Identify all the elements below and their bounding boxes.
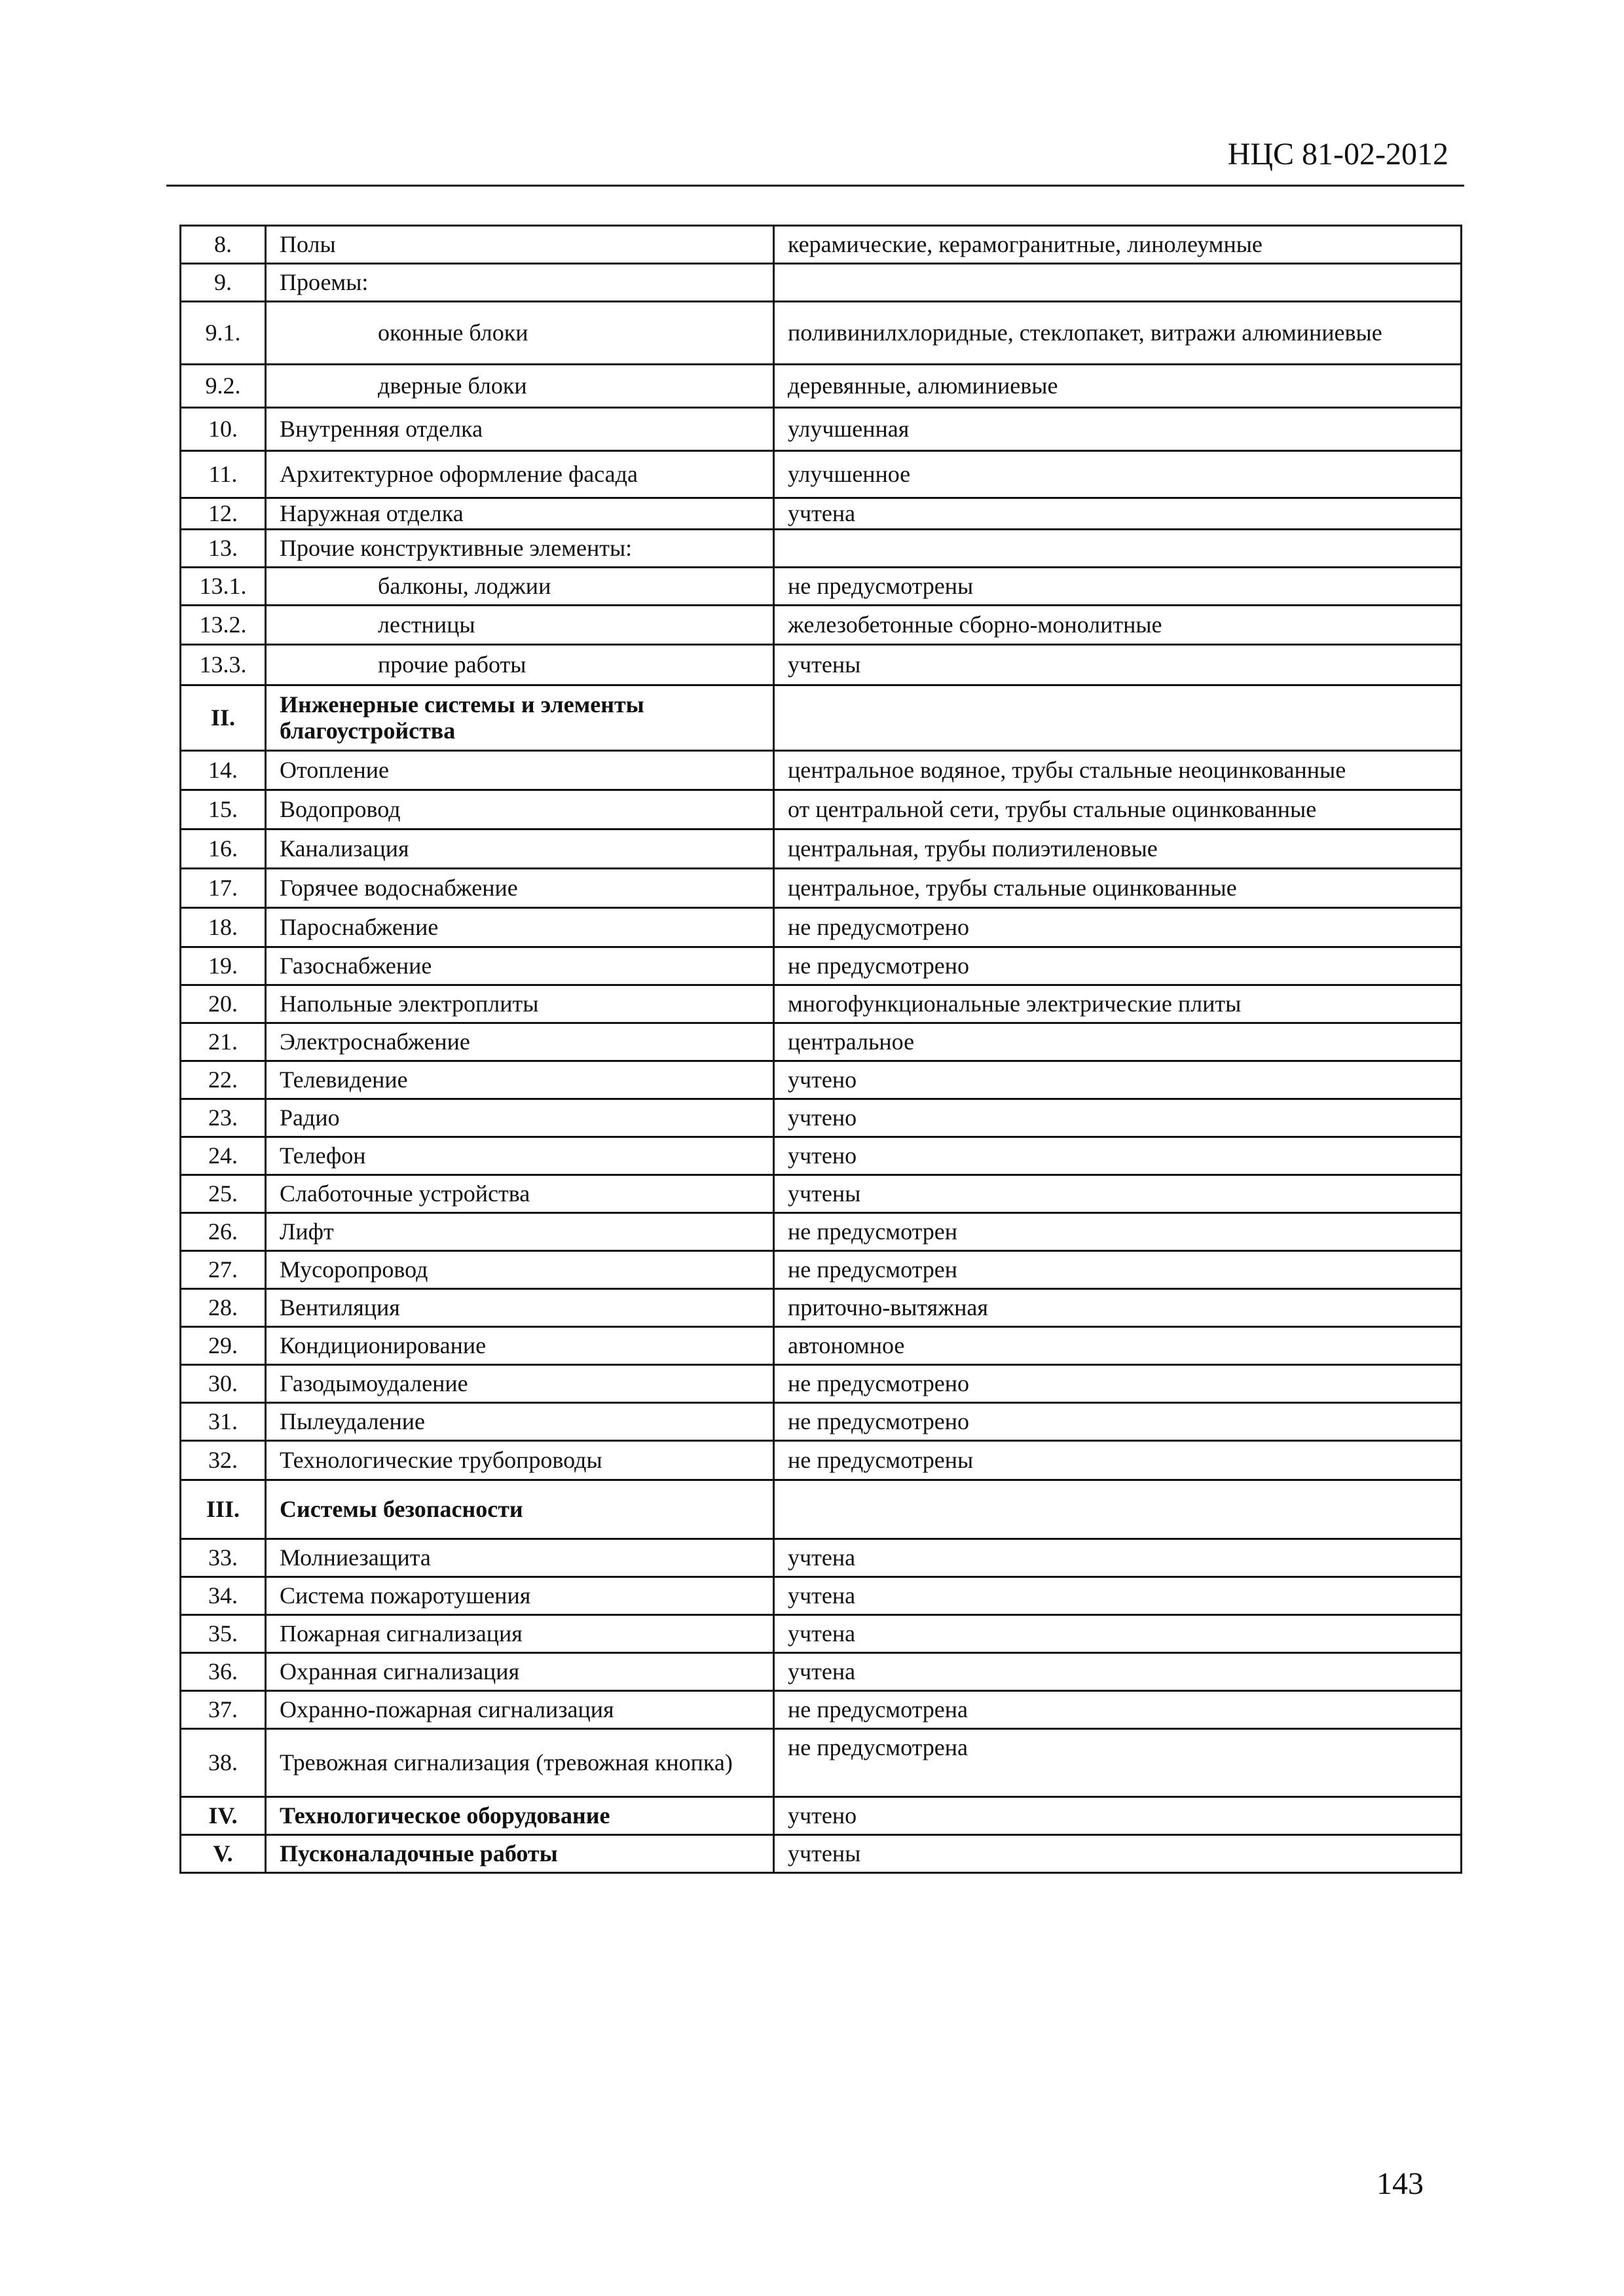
row-number: 31.	[181, 1403, 266, 1441]
row-number: 13.1.	[181, 568, 266, 606]
row-number: 14.	[181, 751, 266, 790]
row-number: 11.	[181, 451, 266, 498]
table-row	[181, 1577, 1462, 1615]
table-row	[181, 451, 1462, 498]
row-value: учтена	[774, 1615, 1462, 1653]
row-label: Прочие конструктивные элементы:	[266, 530, 774, 568]
row-value	[774, 530, 1462, 568]
row-value: центральная, трубы полиэтиленовые	[774, 829, 1462, 869]
table-row	[181, 947, 1462, 985]
row-label: Пароснабжение	[266, 908, 774, 947]
table-row	[181, 985, 1462, 1023]
row-number: 23.	[181, 1099, 266, 1137]
table-row	[181, 1023, 1462, 1061]
table-row	[181, 1365, 1462, 1403]
table-row	[181, 1099, 1462, 1137]
row-value: учтены	[774, 645, 1462, 685]
table-row	[181, 1213, 1462, 1251]
row-number: 20.	[181, 985, 266, 1023]
table-row	[181, 264, 1462, 302]
row-label: Телефон	[266, 1137, 774, 1175]
table-row	[181, 645, 1462, 685]
table-row	[181, 1691, 1462, 1729]
row-number: 36.	[181, 1653, 266, 1691]
table-row	[181, 1289, 1462, 1327]
row-value: учтены	[774, 1175, 1462, 1213]
row-label: Электроснабжение	[266, 1023, 774, 1061]
section-number: III.	[181, 1480, 266, 1539]
row-number: 21.	[181, 1023, 266, 1061]
section-row	[181, 1797, 1462, 1835]
row-label: Технологические трубопроводы	[266, 1441, 774, 1480]
table-row	[181, 365, 1462, 408]
table-row	[181, 606, 1462, 645]
table-row	[181, 1137, 1462, 1175]
row-label: Газоснабжение	[266, 947, 774, 985]
table-row	[181, 751, 1462, 790]
row-value: не предусмотрены	[774, 568, 1462, 606]
row-number: 32.	[181, 1441, 266, 1480]
row-label: Лифт	[266, 1213, 774, 1251]
table-row	[181, 530, 1462, 568]
table-row	[181, 302, 1462, 365]
row-label: Радио	[266, 1099, 774, 1137]
row-value: не предусмотрена	[774, 1691, 1462, 1729]
header-rule	[166, 185, 1464, 187]
row-value: учтена	[774, 1539, 1462, 1577]
row-value: учтено	[774, 1797, 1462, 1835]
section-row	[181, 1835, 1462, 1873]
row-value	[774, 685, 1462, 751]
row-value: поливинилхлоридные, стеклопакет, витражи алюминиевые	[774, 302, 1462, 365]
row-value: не предусмотрено	[774, 947, 1462, 985]
row-label: Охранная сигнализация	[266, 1653, 774, 1691]
row-label: Молниезащита	[266, 1539, 774, 1577]
specification-table	[179, 225, 1462, 1874]
section-title: Инженерные системы и элементы благоустройства	[266, 685, 774, 751]
row-label: Пожарная сигнализация	[266, 1615, 774, 1653]
row-value: не предусмотрены	[774, 1441, 1462, 1480]
row-value: железобетонные сборно-монолитные	[774, 606, 1462, 645]
row-label: Слаботочные устройства	[266, 1175, 774, 1213]
row-number: 13.	[181, 530, 266, 568]
row-value: учтено	[774, 1061, 1462, 1099]
row-value: керамические, керамогранитные, линолеумные	[774, 226, 1462, 264]
row-label: лестницы	[266, 606, 774, 645]
row-value: не предусмотрен	[774, 1251, 1462, 1289]
row-value: учтена	[774, 1577, 1462, 1615]
row-label: Горячее водоснабжение	[266, 869, 774, 908]
row-label: Газодымоудаление	[266, 1365, 774, 1403]
table-row	[181, 1403, 1462, 1441]
row-value: приточно-вытяжная	[774, 1289, 1462, 1327]
row-value: учтена	[774, 498, 1462, 530]
row-number: 38.	[181, 1729, 266, 1797]
section-row	[181, 1480, 1462, 1539]
row-label: Мусоропровод	[266, 1251, 774, 1289]
table-row	[181, 1729, 1462, 1797]
row-label: Напольные электроплиты	[266, 985, 774, 1023]
row-value: многофункциональные электрические плиты	[774, 985, 1462, 1023]
table-row	[181, 790, 1462, 829]
section-title: Технологическое оборудование	[266, 1797, 774, 1835]
table-row	[181, 498, 1462, 530]
row-label: оконные блоки	[266, 302, 774, 365]
row-value	[774, 264, 1462, 302]
row-value: центральное водяное, трубы стальные неоцинкованные	[774, 751, 1462, 790]
row-value: учтена	[774, 1653, 1462, 1691]
row-number: 24.	[181, 1137, 266, 1175]
row-label: Архитектурное оформление фасада	[266, 451, 774, 498]
row-label: Тревожная сигнализация (тревожная кнопка)	[266, 1729, 774, 1797]
row-value	[774, 1480, 1462, 1539]
table-row	[181, 1653, 1462, 1691]
row-label: Система пожаротушения	[266, 1577, 774, 1615]
table-row	[181, 1061, 1462, 1099]
row-label: Охранно-пожарная сигнализация	[266, 1691, 774, 1729]
row-label: Вентиляция	[266, 1289, 774, 1327]
row-number: 33.	[181, 1539, 266, 1577]
section-number: II.	[181, 685, 266, 751]
row-number: 9.1.	[181, 302, 266, 365]
row-label: Телевидение	[266, 1061, 774, 1099]
row-number: 22.	[181, 1061, 266, 1099]
section-row	[181, 685, 1462, 751]
section-title: Системы безопасности	[266, 1480, 774, 1539]
row-value: не предусмотрено	[774, 1365, 1462, 1403]
table-row	[181, 1251, 1462, 1289]
table-row	[181, 869, 1462, 908]
row-value: автономное	[774, 1327, 1462, 1365]
row-label: Проемы:	[266, 264, 774, 302]
section-number: IV.	[181, 1797, 266, 1835]
row-value: учтены	[774, 1835, 1462, 1873]
table-row	[181, 908, 1462, 947]
row-label: балконы, лоджии	[266, 568, 774, 606]
row-label: Наружная отделка	[266, 498, 774, 530]
row-value: центральное, трубы стальные оцинкованные	[774, 869, 1462, 908]
row-value: учтено	[774, 1137, 1462, 1175]
table-row	[181, 1441, 1462, 1480]
row-value: учтено	[774, 1099, 1462, 1137]
row-value: улучшенное	[774, 451, 1462, 498]
row-number: 25.	[181, 1175, 266, 1213]
row-value: улучшенная	[774, 408, 1462, 451]
row-number: 10.	[181, 408, 266, 451]
row-value: деревянные, алюминиевые	[774, 365, 1462, 408]
table-row	[181, 568, 1462, 606]
table-row	[181, 1539, 1462, 1577]
row-label: Канализация	[266, 829, 774, 869]
row-number: 12.	[181, 498, 266, 530]
row-number: 28.	[181, 1289, 266, 1327]
row-number: 35.	[181, 1615, 266, 1653]
table-row	[181, 829, 1462, 869]
table-row	[181, 1175, 1462, 1213]
row-number: 29.	[181, 1327, 266, 1365]
row-value: от центральной сети, трубы стальные оцинкованные	[774, 790, 1462, 829]
row-label: Полы	[266, 226, 774, 264]
row-number: 9.	[181, 264, 266, 302]
row-number: 16.	[181, 829, 266, 869]
document-code: НЦС 81-02-2012	[1227, 137, 1449, 172]
row-value: не предусмотрено	[774, 1403, 1462, 1441]
row-value: не предусмотрен	[774, 1213, 1462, 1251]
row-label: прочие работы	[266, 645, 774, 685]
section-title: Пусконаладочные работы	[266, 1835, 774, 1873]
row-number: 19.	[181, 947, 266, 985]
row-label: Кондиционирование	[266, 1327, 774, 1365]
row-number: 8.	[181, 226, 266, 264]
row-number: 13.2.	[181, 606, 266, 645]
row-label: Пылеудаление	[266, 1403, 774, 1441]
page-number: 143	[1376, 2166, 1424, 2201]
row-number: 18.	[181, 908, 266, 947]
table-row	[181, 1615, 1462, 1653]
row-number: 13.3.	[181, 645, 266, 685]
row-number: 37.	[181, 1691, 266, 1729]
row-value: не предусмотрено	[774, 908, 1462, 947]
row-number: 26.	[181, 1213, 266, 1251]
row-number: 9.2.	[181, 365, 266, 408]
row-number: 15.	[181, 790, 266, 829]
row-value: центральное	[774, 1023, 1462, 1061]
section-number: V.	[181, 1835, 266, 1873]
table-row	[181, 408, 1462, 451]
row-label: дверные блоки	[266, 365, 774, 408]
row-label: Внутренняя отделка	[266, 408, 774, 451]
table-row	[181, 1327, 1462, 1365]
row-label: Водопровод	[266, 790, 774, 829]
row-number: 17.	[181, 869, 266, 908]
table-row	[181, 226, 1462, 264]
row-number: 30.	[181, 1365, 266, 1403]
row-value: не предусмотрена	[774, 1729, 1462, 1797]
row-number: 34.	[181, 1577, 266, 1615]
row-number: 27.	[181, 1251, 266, 1289]
row-label: Отопление	[266, 751, 774, 790]
